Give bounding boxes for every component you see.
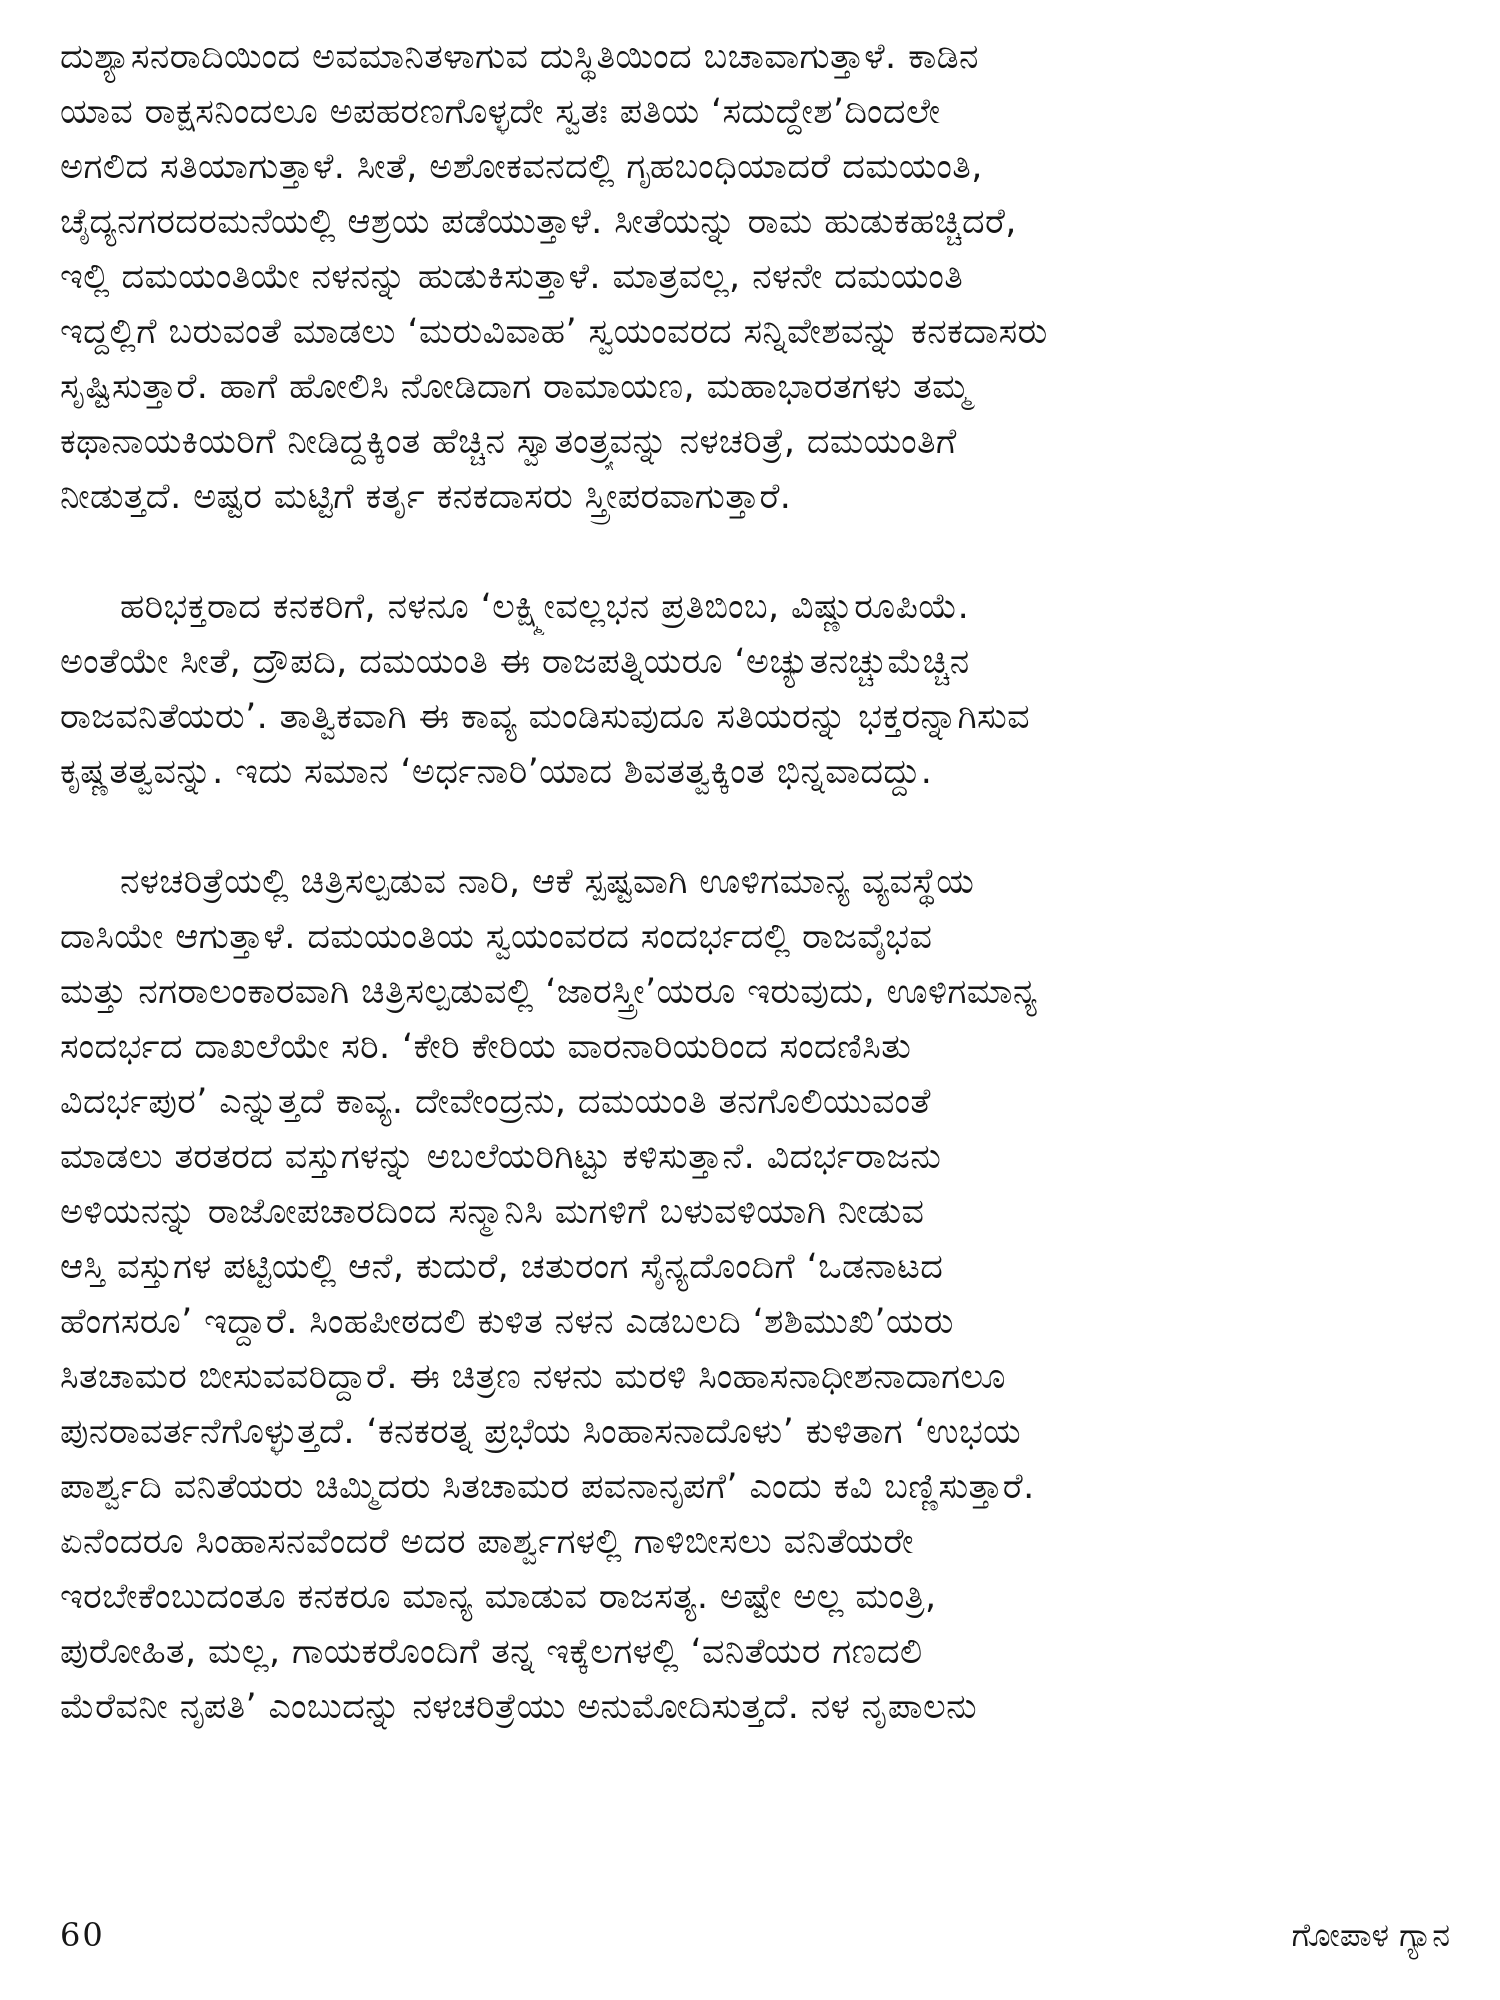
text-line: ಪುರೋಹಿತ, ಮಲ್ಲ, ಗಾಯಕರೊಂದಿಗೆ ತನ್ನ ಇಕ್ಕೆಲಗಳಲ್ಲಿ ‘ವನಿತೆಯರ ಗಣದಲಿ xyxy=(60,1632,923,1672)
text-line: ಇಲ್ಲಿ ದಮಯಂತಿಯೇ ನಳನನ್ನು ಹುಡುಕಿಸುತ್ತಾಳೆ. ಮಾತ್ರವಲ್ಲ, ನಳನೇ ದಮಯಂತಿ xyxy=(60,257,964,297)
text-line: ಸಂದರ್ಭದ ದಾಖಲೆಯೇ ಸರಿ. ‘ಕೇರಿ ಕೇರಿಯ ವಾರನಾರಿಯರಿಂದ ಸಂದಣಿಸಿತು xyxy=(60,1027,912,1067)
text-line: ನೀಡುತ್ತದೆ. ಅಷ್ಟರ ಮಟ್ಟಿಗೆ ಕರ್ತೃ ಕನಕದಾಸರು ಸ್ತ್ರೀಪರವಾಗುತ್ತಾರೆ. xyxy=(60,477,792,517)
running-title: ಗೋಪಾಳ ಗ್ಯಾನ xyxy=(1291,1916,1450,1954)
text-line: ದುಶ್ಯಾಸನರಾದಿಯಿಂದ ಅವಮಾನಿತಳಾಗುವ ದುಸ್ಥಿತಿಯಿಂದ ಬಚಾವಾಗುತ್ತಾಳೆ. ಕಾಡಿನ xyxy=(60,37,979,77)
text-line: ರಾಜವನಿತೆಯರು’. ತಾತ್ವಿಕವಾಗಿ ಈ ಕಾವ್ಯ ಮಂಡಿಸುವುದೂ ಸತಿಯರನ್ನು ಭಕ್ತರನ್ನಾಗಿಸುವ xyxy=(60,697,1030,737)
paragraph-gap xyxy=(60,525,1450,580)
text-line: ವಿದರ್ಭಪುರ’ ಎನ್ನುತ್ತದೆ ಕಾವ್ಯ. ದೇವೇಂದ್ರನು, ದಮಯಂತಿ ತನಗೊಲಿಯುವಂತೆ xyxy=(60,1082,931,1122)
text-line: ಯಾವ ರಾಕ್ಷಸನಿಂದಲೂ ಅಪಹರಣಗೊಳ್ಳದೇ ಸ್ವತಃ ಪತಿಯ ‘ಸದುದ್ದೇಶ’ದಿಂದಲೇ xyxy=(60,92,941,132)
text-line: ಚೈದ್ಯನಗರದರಮನೆಯಲ್ಲಿ ಆಶ್ರಯ ಪಡೆಯುತ್ತಾಳೆ. ಸೀತೆಯನ್ನು ರಾಮ ಹುಡುಕಹಚ್ಚಿದರೆ, xyxy=(60,202,1017,242)
text-line: ಪಾರ್ಶ್ವದಿ ವನಿತೆಯರು ಚಿಮ್ಮಿದರು ಸಿತಚಾಮರ ಪವನಾನೃಪಗೆ’ ಎಂದು ಕವಿ ಬಣ್ಣಿಸುತ್ತಾರೆ. xyxy=(60,1467,1035,1507)
text-line: ಮಾಡಲು ತರತರದ ವಸ್ತುಗಳನ್ನು ಅಬಲೆಯರಿಗಿಟ್ಟು ಕಳಿಸುತ್ತಾನೆ. ವಿದರ್ಭರಾಜನು xyxy=(60,1137,942,1177)
text-line: ಪುನರಾವರ್ತನೆಗೊಳ್ಳುತ್ತದೆ. ‘ಕನಕರತ್ನ ಪ್ರಭೆಯ ಸಿಂಹಾಸನಾದೊಳು’ ಕುಳಿತಾಗ ‘ಉಭಯ xyxy=(60,1412,1022,1452)
paragraph xyxy=(60,580,1450,800)
text-line: ಅಂತೆಯೇ ಸೀತೆ, ದ್ರೌಪದಿ, ದಮಯಂತಿ ಈ ರಾಜಪತ್ನಿಯರೂ ‘ಅಚ್ಯುತನಚ್ಚುಮೆಚ್ಚಿನ xyxy=(60,642,970,682)
page-footer xyxy=(60,1905,1450,1965)
body-text xyxy=(60,30,1450,1735)
text-line: ಏನೆಂದರೂ ಸಿಂಹಾಸನವೆಂದರೆ ಅದರ ಪಾರ್ಶ್ವಗಳಲ್ಲಿ ಗಾಳಿಬೀಸಲು ವನಿತೆಯರೇ xyxy=(60,1522,914,1562)
paragraph xyxy=(60,30,1450,525)
text-line: ಸಿತಚಾಮರ ಬೀಸುವವರಿದ್ದಾರೆ. ಈ ಚಿತ್ರಣ ನಳನು ಮರಳಿ ಸಿಂಹಾಸನಾಧೀಶನಾದಾಗಲೂ xyxy=(60,1357,1006,1397)
text-line: ಮೆರೆವನೀ ನೃಪತಿ’ ಎಂಬುದನ್ನು ನಳಚರಿತ್ರೆಯು ಅನುಮೋದಿಸುತ್ತದೆ. ನಳ ನೃಪಾಲನು xyxy=(60,1687,978,1727)
text-line: ಹರಿಭಕ್ತರಾದ ಕನಕರಿಗೆ, ನಳನೂ ‘ಲಕ್ಷ್ಮೀವಲ್ಲಭನ ಪ್ರತಿಬಿಂಬ, ವಿಷ್ಣುರೂಪಿಯೆ. xyxy=(120,587,970,627)
page-number: 60 xyxy=(60,1916,105,1954)
text-line: ಹೆಂಗಸರೂ’ ಇದ್ದಾರೆ. ಸಿಂಹಪೀಠದಲಿ ಕುಳಿತ ನಳನ ಎಡಬಲದಿ ‘ಶಶಿಮುಖಿ’ಯರು xyxy=(60,1302,954,1342)
text-line: ದಾಸಿಯೇ ಆಗುತ್ತಾಳೆ. ದಮಯಂತಿಯ ಸ್ವಯಂವರದ ಸಂದರ್ಭದಲ್ಲಿ ರಾಜವೈಭವ xyxy=(60,917,933,957)
text-line: ಅಳಿಯನನ್ನು ರಾಜೋಪಚಾರದಿಂದ ಸನ್ಮಾನಿಸಿ ಮಗಳಿಗೆ ಬಳುವಳಿಯಾಗಿ ನೀಡುವ xyxy=(60,1192,925,1232)
text-line: ಕೃಷ್ಣತತ್ವವನ್ನು. ಇದು ಸಮಾನ ‘ಅರ್ಧನಾರಿ’ಯಾದ ಶಿವತತ್ವಕ್ಕಿಂತ ಭಿನ್ನವಾದದ್ದು. xyxy=(60,752,933,792)
text-line: ಕಥಾನಾಯಕಿಯರಿಗೆ ನೀಡಿದ್ದಕ್ಕಿಂತ ಹೆಚ್ಚಿನ ಸ್ವಾತಂತ್ರ್ಯವನ್ನು ನಳಚರಿತ್ರೆ, ದಮಯಂತಿಗೆ xyxy=(60,422,957,462)
text-line: ಅಗಲಿದ ಸತಿಯಾಗುತ್ತಾಳೆ. ಸೀತೆ, ಅಶೋಕವನದಲ್ಲಿ ಗೃಹಬಂಧಿಯಾದರೆ ದಮಯಂತಿ, xyxy=(60,147,983,187)
text-line: ನಳಚರಿತ್ರೆಯಲ್ಲಿ ಚಿತ್ರಿಸಲ್ಪಡುವ ನಾರಿ, ಆಕೆ ಸ್ಪಷ್ಟವಾಗಿ ಊಳಿಗಮಾನ್ಯ ವ್ಯವಸ್ಥೆಯ xyxy=(120,862,975,902)
text-line: ಆಸ್ತಿ ವಸ್ತುಗಳ ಪಟ್ಟಿಯಲ್ಲಿ ಆನೆ, ಕುದುರೆ, ಚತುರಂಗ ಸೈನ್ಯದೊಂದಿಗೆ ‘ಒಡನಾಟದ xyxy=(60,1247,944,1287)
text-line: ಮತ್ತು ನಗರಾಲಂಕಾರವಾಗಿ ಚಿತ್ರಿಸಲ್ಪಡುವಲ್ಲಿ ‘ಜಾರಸ್ತ್ರೀ’ಯರೂ ಇರುವುದು, ಊಳಿಗಮಾನ್ಯ xyxy=(60,972,1038,1012)
paragraph xyxy=(60,855,1450,1735)
text-line: ಇದ್ದಲ್ಲಿಗೆ ಬರುವಂತೆ ಮಾಡಲು ‘ಮರುವಿವಾಹ’ ಸ್ವಯಂವರದ ಸನ್ನಿವೇಶವನ್ನು ಕನಕದಾಸರು xyxy=(60,312,1048,352)
text-line: ಸೃಷ್ಟಿಸುತ್ತಾರೆ. ಹಾಗೆ ಹೋಲಿಸಿ ನೋಡಿದಾಗ ರಾಮಾಯಣ, ಮಹಾಭಾರತಗಳು ತಮ್ಮ xyxy=(60,367,971,407)
paragraph-gap xyxy=(60,800,1450,855)
text-line: ಇರಬೇಕೆಂಬುದಂತೂ ಕನಕರೂ ಮಾನ್ಯ ಮಾಡುವ ರಾಜಸತ್ಯ. ಅಷ್ಟೇ ಅಲ್ಲ ಮಂತ್ರಿ, xyxy=(60,1577,937,1617)
